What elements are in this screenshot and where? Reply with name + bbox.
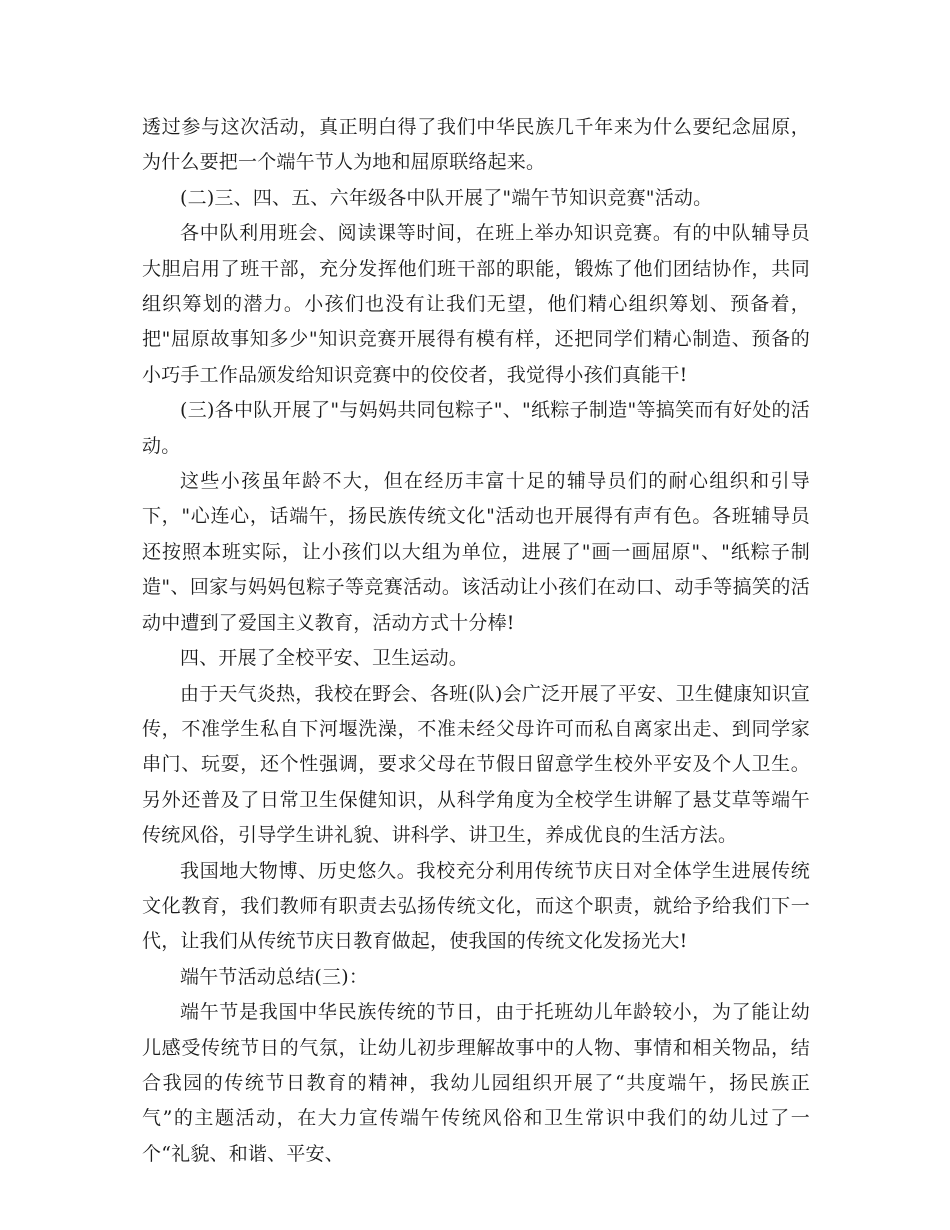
paragraph-8: 我国地大物博、历史悠久。我校充分利用传统节庆日对全体学生进展传统文化教育，我们教师有职责去弘扬传统文化，而这个职责，就给予给我们下一代，让我们从传统节庆日教育做起，使我国的传统文化发扬光大! (142, 859, 810, 953)
paragraph-6: 四、开展了全校平安、卫生运动。 (180, 647, 469, 670)
body-text (142, 110, 810, 1172)
paragraph-3: 各中队利用班会、阅读课等时间，在班上举办知识竞赛。有的中队辅导员大胆启用了班干部，充分发挥他们班干部的职能，锻炼了他们团结协作，共同组织筹划的潜力。小孩们也没有让我们无望，他们精心组织筹划、预备着，把"屈原故事知多少"知识竞赛开展得有模有样，还把同学们精心制造、预备的小巧手工作品颁发给知识竞赛中的佼佼者，我觉得小孩们真能干! (142, 222, 810, 386)
paragraph-1: 透过参与这次活动，真正明白得了我们中华民族几千年来为什么要纪念屈原，为什么要把一个端午节人为地和屈原联络起来。 (142, 116, 810, 174)
paragraph-4: (三)各中队开展了"与妈妈共同包粽子"、"纸粽子制造"等搞笑而有好处的活动。 (142, 399, 810, 457)
paragraph-7: 由于天气炎热，我校在野会、各班(队)会广泛开展了平安、卫生健康知识宣传，不准学生私自下河堰洗澡，不准未经父母许可而私自离家出走、到同学家串门、玩耍，还个性强调，要求父母在节假日留意学生校外平安及个人卫生。另外还普及了日常卫生保健知识，从科学角度为全校学生讲解了悬艾草等端午传统风俗，引导学生讲礼貌、讲科学、讲卫生，养成优良的生活方法。 (142, 682, 810, 847)
paragraph-5: 这些小孩虽年龄不大，但在经历丰富十足的辅导员们的耐心组织和引导下，"心连心，话端午，扬民族传统文化"活动也开展得有声有色。各班辅导员还按照本班实际，让小孩们以大组为单位，进展了"画一画屈原"、"纸粽子制造"、回家与妈妈包粽子等竞赛活动。该活动让小孩们在动口、动手等搞笑的活动中遭到了爱国主义教育，活动方式十分棒! (142, 470, 810, 634)
paragraph-9: 端午节活动总结(三)： (180, 965, 369, 988)
paragraph-10: 端午节是我国中华民族传统的节日，由于托班幼儿年龄较小，为了能让幼儿感受传统节日的气氛，让幼儿初步理解故事中的人物、事情和相关物品，结合我园的传统节日教育的精神，我幼儿园组织开展了“共度端午，扬民族正气”的主题活动，在大力宣传端午传统风俗和卫生常识中我们的幼儿过了一个“礼貌、和谐、平安、 (142, 1001, 810, 1165)
paragraph-2: (二)三、四、五、六年级各中队开展了"端午节知识竞赛"活动。 (180, 186, 713, 209)
